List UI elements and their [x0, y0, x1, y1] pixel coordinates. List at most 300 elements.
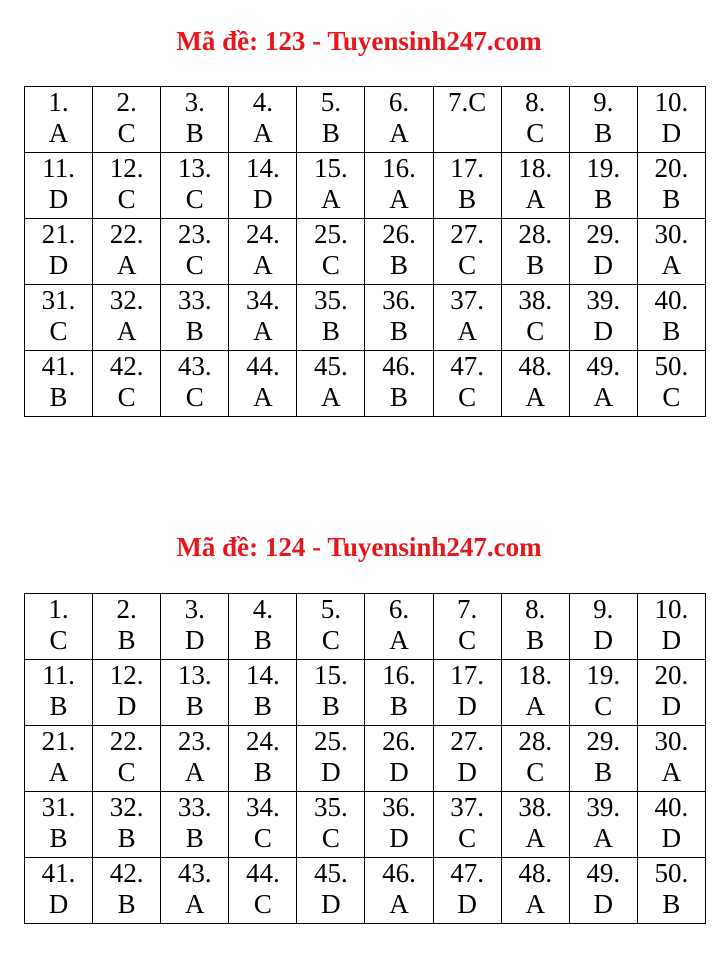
answer-cell	[365, 726, 433, 792]
question-number: 7.C	[447, 87, 487, 117]
answer-letter: C	[117, 184, 136, 214]
answer-letter: A	[525, 889, 545, 919]
answer-cell	[637, 351, 705, 417]
question-number: 27.	[450, 219, 484, 249]
answer-letter: C	[185, 382, 204, 412]
answer-cell	[161, 792, 229, 858]
answer-cell	[637, 87, 705, 153]
question-number: 44.	[245, 858, 280, 888]
answer-row	[25, 351, 706, 417]
question-number: 15.	[314, 153, 348, 183]
answer-cell	[297, 219, 365, 285]
question-number: 44.	[245, 351, 280, 381]
answer-letter: C	[526, 757, 545, 787]
answer-cell	[297, 726, 365, 792]
answer-cell	[161, 87, 229, 153]
answer-cell	[637, 858, 705, 924]
question-number: 28.	[518, 726, 553, 756]
answer-letter: B	[253, 625, 272, 655]
question-number: 39.	[586, 792, 621, 822]
answer-cell	[229, 726, 297, 792]
answer-cell	[161, 219, 229, 285]
answer-letter: C	[594, 691, 613, 721]
question-number: 41.	[41, 858, 76, 888]
answer-letter: B	[594, 118, 613, 148]
answer-cell	[161, 153, 229, 219]
question-number: 25.	[314, 726, 348, 756]
answer-letter: A	[321, 382, 341, 412]
answer-cell	[297, 351, 365, 417]
answer-cell	[569, 792, 637, 858]
answer-cell	[25, 660, 93, 726]
question-number: 13.	[177, 660, 212, 690]
answer-letter: D	[661, 823, 682, 853]
answer-cell	[161, 594, 229, 660]
question-number: 35.	[314, 285, 348, 315]
question-number: 26.	[382, 726, 416, 756]
answer-letter: B	[117, 889, 136, 919]
answer-cell	[569, 660, 637, 726]
answer-letter: A	[116, 316, 137, 346]
answer-letter: A	[48, 118, 69, 148]
answer-cell	[25, 858, 93, 924]
answer-letter: B	[662, 316, 681, 346]
question-number: 8.	[525, 594, 546, 624]
question-number: 20.	[654, 660, 689, 690]
answer-cell	[93, 153, 161, 219]
answer-letter: C	[49, 625, 68, 655]
answer-cell	[229, 792, 297, 858]
question-number: 14.	[245, 153, 280, 183]
question-number: 20.	[654, 153, 689, 183]
answer-letter: A	[457, 316, 477, 346]
question-number: 24.	[245, 726, 280, 756]
answer-row	[25, 594, 706, 660]
section-title: Mã đề: 123 - Tuyensinh247.com	[176, 26, 542, 56]
answer-letter: C	[662, 382, 681, 412]
answer-row	[25, 87, 706, 153]
answer-letter: D	[593, 316, 614, 346]
question-number: 1.	[48, 594, 69, 624]
answer-letter: B	[185, 316, 204, 346]
question-number: 22.	[109, 219, 144, 249]
question-number: 34.	[245, 285, 280, 315]
answer-letter: D	[457, 757, 477, 787]
question-number: 10.	[654, 594, 689, 624]
question-number: 48.	[518, 858, 553, 888]
answer-letter: A	[525, 823, 545, 853]
answer-cell	[161, 726, 229, 792]
answer-letter: D	[593, 625, 614, 655]
answer-cell	[93, 858, 161, 924]
answer-cell	[93, 792, 161, 858]
answer-letter: D	[389, 823, 409, 853]
question-number: 39.	[586, 285, 621, 315]
answer-cell	[501, 792, 569, 858]
question-number: 30.	[654, 219, 689, 249]
answer-letter: C	[458, 250, 477, 280]
answer-cell	[25, 219, 93, 285]
answer-letter: B	[49, 691, 68, 721]
answer-letter: B	[594, 757, 613, 787]
question-number: 47.	[450, 351, 484, 381]
answer-letter: B	[526, 625, 545, 655]
question-number: 12.	[109, 153, 144, 183]
answer-letter: D	[661, 625, 682, 655]
answer-letter: B	[390, 691, 409, 721]
answer-cell	[229, 660, 297, 726]
answer-cell	[637, 153, 705, 219]
question-number: 45.	[314, 858, 348, 888]
answer-cell	[501, 285, 569, 351]
answer-letter: B	[458, 184, 477, 214]
question-number: 12.	[109, 660, 144, 690]
answer-letter: D	[184, 625, 205, 655]
answer-letter: A	[525, 382, 545, 412]
answer-letter: D	[48, 250, 69, 280]
question-number: 4.	[252, 594, 273, 624]
answer-cell	[569, 87, 637, 153]
answer-letter: C	[458, 382, 477, 412]
answer-letter: B	[117, 625, 136, 655]
answer-letter: B	[662, 889, 681, 919]
question-number: 2.	[116, 594, 137, 624]
answer-letter: A	[48, 757, 69, 787]
answer-letter: C	[321, 250, 340, 280]
question-number: 29.	[586, 726, 621, 756]
question-number: 4.	[252, 87, 273, 117]
answer-letter: B	[321, 691, 340, 721]
answer-cell	[501, 726, 569, 792]
answer-cell	[365, 594, 433, 660]
answer-cell	[25, 792, 93, 858]
question-number: 32.	[109, 285, 144, 315]
answer-letter: B	[390, 250, 409, 280]
answer-letter: A	[389, 118, 409, 148]
question-number: 46.	[382, 351, 416, 381]
question-number: 9.	[593, 87, 614, 117]
answer-letter: A	[116, 250, 137, 280]
answer-cell	[569, 726, 637, 792]
answer-row	[25, 858, 706, 924]
answer-row	[25, 285, 706, 351]
question-number: 23.	[177, 726, 212, 756]
question-number: 11.	[42, 660, 75, 690]
question-number: 48.	[518, 351, 553, 381]
question-number: 3.	[184, 594, 205, 624]
answer-cell	[365, 858, 433, 924]
question-number: 40.	[654, 285, 689, 315]
answer-letter: C	[117, 118, 136, 148]
answer-table	[24, 593, 706, 924]
question-number: 22.	[109, 726, 144, 756]
question-number: 33.	[177, 285, 212, 315]
answer-cell	[25, 153, 93, 219]
answer-letter: C	[321, 625, 340, 655]
answer-letter: C	[526, 118, 545, 148]
question-number: 38.	[518, 285, 553, 315]
question-number: 23.	[177, 219, 212, 249]
answer-cell	[365, 792, 433, 858]
answer-cell	[501, 87, 569, 153]
question-number: 2.	[116, 87, 137, 117]
question-number: 36.	[382, 285, 416, 315]
answer-cell	[637, 219, 705, 285]
question-number: 46.	[382, 858, 416, 888]
answer-cell	[161, 858, 229, 924]
answer-letter: A	[321, 184, 341, 214]
question-number: 3.	[184, 87, 205, 117]
answer-cell	[229, 285, 297, 351]
answer-cell	[229, 219, 297, 285]
answer-letter: B	[662, 184, 681, 214]
answer-cell	[297, 87, 365, 153]
question-number: 38.	[518, 792, 553, 822]
answer-letter: A	[661, 250, 682, 280]
answer-letter: A	[389, 184, 409, 214]
answer-cell	[569, 219, 637, 285]
answer-letter: D	[116, 691, 137, 721]
answer-cell	[93, 660, 161, 726]
answer-letter: C	[185, 250, 204, 280]
question-number: 19.	[586, 660, 621, 690]
answer-letter: B	[253, 757, 272, 787]
answer-cell	[297, 285, 365, 351]
answer-letter: A	[525, 184, 545, 214]
question-number: 6.	[388, 87, 410, 117]
answer-cell	[433, 858, 501, 924]
answer-letter: A	[389, 889, 409, 919]
answer-cell	[93, 219, 161, 285]
question-number: 35.	[314, 792, 348, 822]
answer-letter: C	[458, 823, 477, 853]
question-number: 41.	[41, 351, 76, 381]
question-number: 47.	[450, 858, 484, 888]
answer-cell	[229, 153, 297, 219]
answer-letter: A	[184, 889, 205, 919]
answer-cell	[365, 285, 433, 351]
question-number: 10.	[654, 87, 689, 117]
answer-letter: A	[525, 691, 545, 721]
answer-cell	[25, 726, 93, 792]
question-number: 17.	[450, 660, 484, 690]
question-number: 18.	[518, 153, 553, 183]
question-number: 26.	[382, 219, 416, 249]
answer-letter: B	[390, 382, 409, 412]
question-number: 8.	[525, 87, 546, 117]
answer-letter: B	[117, 823, 136, 853]
answer-letter: D	[48, 184, 69, 214]
answer-cell	[25, 594, 93, 660]
question-number: 50.	[654, 351, 689, 381]
answer-letter: D	[593, 250, 614, 280]
question-number: 49.	[586, 858, 621, 888]
answer-cell	[297, 153, 365, 219]
answer-letter: A	[389, 625, 409, 655]
answer-letter: D	[48, 889, 69, 919]
answer-cell	[297, 594, 365, 660]
question-number: 42.	[109, 351, 144, 381]
question-number: 27.	[450, 726, 484, 756]
answer-letter: A	[661, 757, 682, 787]
question-number: 43.	[177, 351, 212, 381]
answer-cell	[229, 351, 297, 417]
question-number: 21.	[41, 726, 76, 756]
answer-cell	[433, 792, 501, 858]
answer-cell	[297, 792, 365, 858]
answer-letter: A	[593, 382, 614, 412]
answer-row	[25, 153, 706, 219]
answer-cell	[433, 87, 501, 153]
question-number: 36.	[382, 792, 416, 822]
question-number: 42.	[109, 858, 144, 888]
answer-letter: D	[253, 184, 273, 214]
question-number: 30.	[654, 726, 689, 756]
answer-letter: D	[321, 889, 341, 919]
answer-cell	[297, 858, 365, 924]
answer-cell	[229, 87, 297, 153]
answer-letter: C	[253, 889, 272, 919]
answer-letter: D	[661, 691, 682, 721]
question-number: 34.	[245, 792, 280, 822]
answer-letter: A	[253, 382, 273, 412]
question-number: 31.	[41, 285, 76, 315]
answer-letter: C	[185, 184, 204, 214]
answer-cell	[365, 351, 433, 417]
answer-cell	[93, 351, 161, 417]
question-number: 16.	[382, 153, 416, 183]
question-number: 7.	[456, 594, 478, 624]
answer-cell	[297, 660, 365, 726]
answer-letter: B	[321, 118, 340, 148]
answer-cell	[93, 594, 161, 660]
answer-row	[25, 792, 706, 858]
answer-cell	[501, 351, 569, 417]
answer-letter: A	[184, 757, 205, 787]
answer-table	[24, 86, 706, 417]
section-title: Mã đề: 124 - Tuyensinh247.com	[176, 532, 542, 562]
answer-cell	[365, 153, 433, 219]
question-number: 37.	[450, 792, 484, 822]
question-number: 13.	[177, 153, 212, 183]
question-number: 25.	[314, 219, 348, 249]
answer-letter: B	[185, 691, 204, 721]
question-number: 9.	[593, 594, 614, 624]
question-number: 29.	[586, 219, 621, 249]
answer-letter: A	[253, 118, 273, 148]
answer-cell	[433, 285, 501, 351]
answer-cell	[433, 594, 501, 660]
question-number: 32.	[109, 792, 144, 822]
answer-letter: B	[49, 823, 68, 853]
answer-cell	[93, 726, 161, 792]
answer-cell	[161, 351, 229, 417]
answer-cell	[569, 594, 637, 660]
answer-letter: C	[49, 316, 68, 346]
answer-cell	[433, 219, 501, 285]
answer-cell	[569, 858, 637, 924]
answer-letter: B	[526, 250, 545, 280]
answer-cell	[569, 351, 637, 417]
answer-row	[25, 726, 706, 792]
answer-letter: B	[321, 316, 340, 346]
answer-cell	[161, 285, 229, 351]
question-number: 21.	[41, 219, 76, 249]
question-number: 6.	[388, 594, 410, 624]
answer-letter: C	[321, 823, 340, 853]
answer-cell	[501, 219, 569, 285]
question-number: 49.	[586, 351, 621, 381]
question-number: 37.	[450, 285, 484, 315]
question-number: 5.	[320, 87, 342, 117]
answer-cell	[637, 726, 705, 792]
answer-cell	[93, 285, 161, 351]
answer-cell	[501, 594, 569, 660]
answer-row	[25, 660, 706, 726]
question-number: 14.	[245, 660, 280, 690]
answer-cell	[569, 153, 637, 219]
answer-letter: B	[49, 382, 68, 412]
question-number: 1.	[48, 87, 69, 117]
answer-cell	[501, 858, 569, 924]
question-number: 17.	[450, 153, 484, 183]
answer-letter: B	[390, 316, 409, 346]
answer-cell	[433, 153, 501, 219]
answer-cell	[569, 285, 637, 351]
answer-letter: C	[458, 625, 477, 655]
answer-cell	[637, 792, 705, 858]
question-number: 16.	[382, 660, 416, 690]
question-number: 24.	[245, 219, 280, 249]
answer-cell	[433, 660, 501, 726]
question-number: 5.	[320, 594, 342, 624]
answer-letter: D	[457, 889, 477, 919]
answer-letter: D	[321, 757, 341, 787]
question-number: 43.	[177, 858, 212, 888]
answer-cell	[229, 594, 297, 660]
answer-cell	[365, 660, 433, 726]
answer-letter: C	[117, 757, 136, 787]
question-number: 50.	[654, 858, 689, 888]
question-number: 15.	[314, 660, 348, 690]
answer-letter: D	[593, 889, 614, 919]
answer-cell	[433, 726, 501, 792]
answer-cell	[501, 660, 569, 726]
question-number: 11.	[42, 153, 75, 183]
answer-letter: A	[593, 823, 614, 853]
question-number: 18.	[518, 660, 553, 690]
answer-letter: D	[389, 757, 409, 787]
answer-cell	[637, 660, 705, 726]
answer-letter: A	[253, 250, 273, 280]
answer-cell	[501, 153, 569, 219]
answer-letter: B	[185, 118, 204, 148]
answer-cell	[93, 87, 161, 153]
answer-letter: D	[457, 691, 477, 721]
question-number: 33.	[177, 792, 212, 822]
question-number: 19.	[586, 153, 621, 183]
answer-row	[25, 219, 706, 285]
answer-letter: D	[661, 118, 682, 148]
question-number: 28.	[518, 219, 553, 249]
answer-letter: C	[253, 823, 272, 853]
answer-cell	[637, 285, 705, 351]
question-number: 40.	[654, 792, 689, 822]
answer-cell	[229, 858, 297, 924]
answer-letter: B	[185, 823, 204, 853]
answer-letter: B	[594, 184, 613, 214]
answer-cell	[25, 285, 93, 351]
